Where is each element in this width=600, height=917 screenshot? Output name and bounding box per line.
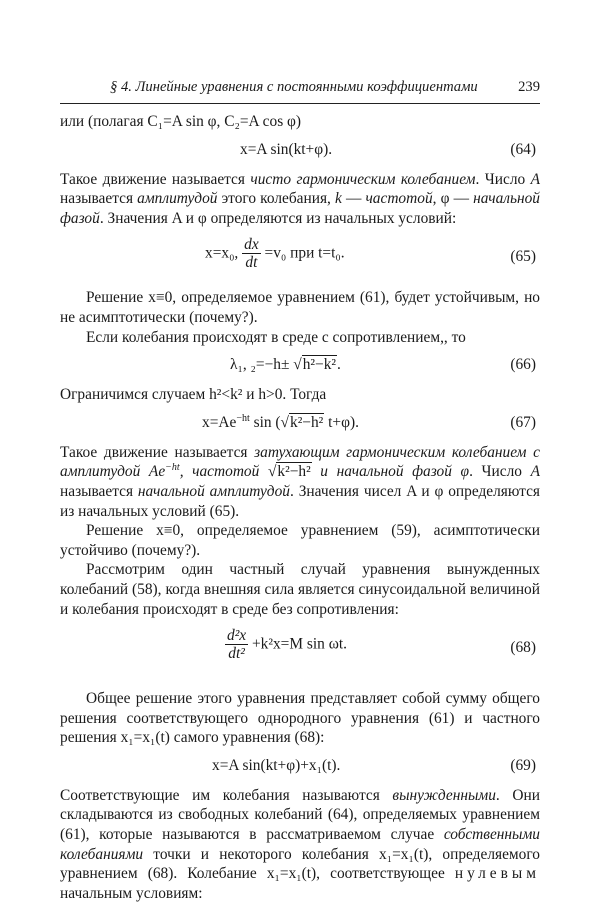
equation-expression: x=A sin(kt+φ). (240, 140, 333, 158)
paragraph: Общее решение этого уравнения представляет собой сумму общего решения соответствующего однородного уравнения (61) и частного решения x₁=x₁(t) самого уравнения (68): (60, 690, 540, 747)
equation-67 (60, 413, 540, 433)
paragraph: Ограничимся случаем h²<k² и h>0. Тогда (60, 386, 327, 404)
page-number: 239 (518, 79, 540, 95)
equation-69 (60, 756, 540, 776)
equation-number: (69) (510, 756, 536, 774)
equation-66 (60, 355, 540, 375)
equation-number: (65) (510, 248, 536, 266)
equation-expression: x=x₀, $\frac{dx}{dt}$ =v₀ при t=t₀. (205, 236, 345, 272)
equation-65 (60, 236, 540, 278)
equation-64 (60, 140, 540, 160)
equation-expression: $\frac{\text{d²x}}{\text{dt²}}$ +k²x=M sin ωt. (227, 627, 347, 663)
equation-number: (68) (510, 639, 536, 657)
header-title: § 4. Линейные уравнения с постоянными коэффициентами (110, 79, 478, 95)
running-header (60, 77, 540, 104)
paragraph: Такое движение называется затухающим гармоническим колебанием с амплитудой $Ae^{-ht}$, частотой √k²−h² и начальной фазой φ. Число A называется начальной амплитудой. Значения чисел A и φ определяются из начальных условий (65). (60, 443, 540, 520)
paragraph: Рассмотрим один частный случай уравнения вынужденных колебаний (58), когда внешняя сила является синусоидальной величиной и колебания происходят в среде без сопротивления: (60, 561, 540, 618)
equation-expression: $x=Ae^{-ht}$ sin (√k²−h² t+φ). (202, 412, 359, 431)
equation-expression: x=A sin(kt+φ)+x₁(t). (212, 756, 341, 774)
equation-number: (64) (510, 140, 536, 158)
equation-68 (60, 627, 540, 669)
equation-number: (67) (510, 413, 536, 431)
paragraph: Такое движение называется чисто гармоническим колебанием. Число A называется амплитудой этого колебания, k — частотой, φ — начальной фазой. Значения A и φ определяются из начальных условий: (60, 170, 540, 227)
paragraph: Решение x≡0, определяемое уравнением (61), будет устойчивым, но не асимптотически (почему?). (60, 289, 540, 326)
paragraph: Если колебания происходят в среде с сопротивлением,, то (86, 328, 466, 346)
equation-number: (66) (510, 356, 536, 374)
equation-expression: λ₁, ₂=−h± √h²−k². (230, 356, 341, 374)
paragraph: Соответствующие им колебания называются вынужденными. Они складываются из свободных колебаний (64), определяемых уравнением (61), которые называются в рассматриваемом случае собственными колебаниями точки и некоторого колебания x₁=x₁(t), определяемого уравнением (68). Колебание x₁=x₁(t), соответствующее нулевым начальным условиям: (60, 786, 540, 902)
paragraph: Решение x≡0, определяемое уравнением (59), асимптотически устойчиво (почему?). (60, 522, 540, 559)
page-body (60, 112, 540, 903)
paragraph: или (полагая C₁=A sin φ, C₂=A cos φ) (60, 113, 302, 130)
